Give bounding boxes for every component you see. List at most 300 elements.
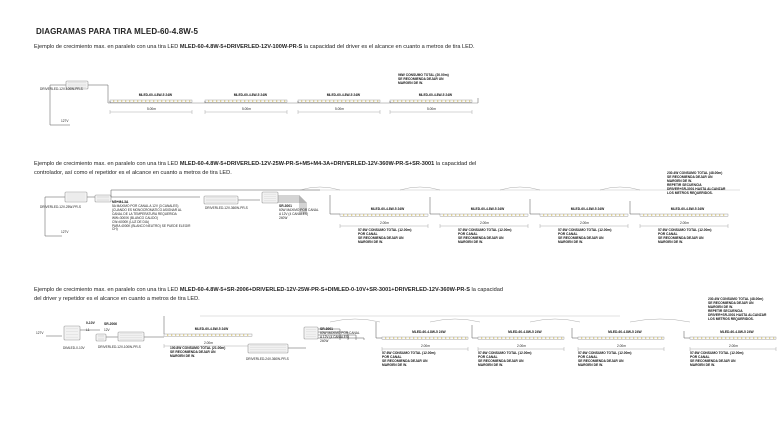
led-chip <box>543 215 544 216</box>
channel-note: POR CANAL <box>358 232 378 236</box>
channel-note: SE RECOMIENDA DEJAR UN <box>382 359 428 363</box>
led-chip <box>457 338 458 339</box>
led-chip <box>215 335 216 336</box>
channel-note: SE RECOMIENDA DEJAR UN <box>578 359 624 363</box>
sr2006-device <box>96 334 106 341</box>
led-chip <box>377 101 378 102</box>
led-chip <box>441 101 442 102</box>
led-chip <box>753 338 754 339</box>
led-chip <box>449 338 450 339</box>
cable-curve <box>400 187 440 190</box>
led-chip <box>417 338 418 339</box>
led-chip <box>284 101 285 102</box>
led-chip <box>175 335 176 336</box>
led-chip <box>511 215 512 216</box>
strip-model-label: MLED-60-4.8W-5 24W <box>418 93 453 97</box>
led-chip <box>449 101 450 102</box>
led-chip <box>459 215 460 216</box>
led-chip <box>423 215 424 216</box>
intro-text: la capacidad del driver es el alcance en cuanto a metros de tira LED. <box>302 44 475 50</box>
led-chip <box>713 338 714 339</box>
led-chip <box>603 215 604 216</box>
driver2-label: DRIVERLED-24V-360W-PR-S <box>246 357 289 361</box>
led-chip <box>745 338 746 339</box>
led-chip <box>333 101 334 102</box>
led-chip <box>203 335 204 336</box>
led-chip <box>264 101 265 102</box>
led-chip <box>389 338 390 339</box>
led-chip <box>741 338 742 339</box>
led-chip <box>649 338 650 339</box>
led-chip <box>729 338 730 339</box>
led-chip <box>487 215 488 216</box>
led-chip <box>509 338 510 339</box>
channel-note: POR CANAL <box>458 232 478 236</box>
led-chip <box>453 338 454 339</box>
led-chip <box>393 338 394 339</box>
controller-label: M5+M4-3A <box>112 200 129 204</box>
led-chip <box>463 215 464 216</box>
sr2006-note: 12V <box>104 328 110 332</box>
led-chip <box>587 215 588 216</box>
led-chip <box>737 338 738 339</box>
led-chip <box>236 101 237 102</box>
led-chip <box>227 335 228 336</box>
led-chip <box>437 101 438 102</box>
led-chip <box>489 338 490 339</box>
led-chip <box>447 215 448 216</box>
led-chip <box>663 215 664 216</box>
led-chip <box>615 215 616 216</box>
led-chip <box>733 338 734 339</box>
strip-model-label: MLED-60-4.8W-5 24W <box>233 93 268 97</box>
led-chip <box>445 101 446 102</box>
channel-note: 57.6W CONSUMO TOTAL (12.00m) <box>458 228 512 232</box>
led-chip <box>183 335 184 336</box>
total-note: 230.4W CONSUMO TOTAL (48.00m) SE RECOMIENDA DEJAR UN MARGEN DE W. REPETIR SECUENCIA DRIVER+SR-3001 HASTA ALCANZAR LOS METROS REQUERIDOS. <box>708 297 767 321</box>
led-chip <box>413 338 414 339</box>
channel-note: 57.6W CONSUMO TOTAL (12.00m) <box>558 228 612 232</box>
led-chip <box>391 215 392 216</box>
led-chip <box>687 215 688 216</box>
led-chip <box>521 338 522 339</box>
controller-note: 5A MAXIMO POR CANAL A 12V (3 CANALES) (CUANDO ES MONOCROMATICO ASIGNAR AL CANAL DE LA TEMPERATURA REQUERIDA WW=3000K (BLANCO CALIDO) CW=6000K (LUZ DE DIA) PARA 4000K (BLANCO NEUTRO) SE PUEDE ELEGIR CH) <box>112 204 191 232</box>
led-chip <box>177 101 178 102</box>
led-chip <box>575 215 576 216</box>
led-chip <box>621 338 622 339</box>
led-chip <box>243 335 244 336</box>
led-chip <box>549 338 550 339</box>
led-chip <box>171 335 172 336</box>
led-chip <box>433 101 434 102</box>
intro-product-code: MLED-60-4.8W-5+SR-2006+DRIVERLED-12V-25W-PR-S+DIMLED-0-10V+SR-3001+DRIVERLED-12V-360W-PR-S <box>179 287 470 293</box>
voltage-label: 127V <box>36 331 44 335</box>
led-chip <box>409 338 410 339</box>
led-chip <box>671 215 672 216</box>
led-chip <box>379 215 380 216</box>
led-chip <box>717 338 718 339</box>
led-chip <box>505 338 506 339</box>
led-chip <box>117 101 118 102</box>
strip-length-label: 2.00m <box>617 343 626 348</box>
led-chip <box>405 338 406 339</box>
led-chip <box>355 215 356 216</box>
led-chip <box>165 101 166 102</box>
led-chip <box>401 101 402 102</box>
led-chip <box>305 101 306 102</box>
led-chip <box>711 215 712 216</box>
total-note: 230.4W CONSUMO TOTAL (48.00m) SE RECOMIENDA DEJAR UN MARGEN DE W. REPETIR SECUENCIA DRIVER+SR-3001 HASTA ALCANZAR LOS METROS REQUERIDOS. <box>667 171 726 195</box>
led-chip <box>235 335 236 336</box>
cable-curve <box>430 319 480 322</box>
led-chip <box>485 338 486 339</box>
strip-length-label: 2.00m <box>580 220 589 225</box>
led-chip <box>555 215 556 216</box>
strip-model-label: MLED-60-4.8W-5 24W <box>670 207 705 211</box>
led-chip <box>441 338 442 339</box>
strip-length-label: 2.00m <box>380 220 389 225</box>
led-chip <box>129 101 130 102</box>
led-chip <box>317 101 318 102</box>
led-chip <box>329 101 330 102</box>
led-chip <box>133 101 134 102</box>
led-chip <box>395 215 396 216</box>
led-chip <box>641 338 642 339</box>
led-chip <box>260 101 261 102</box>
total-note: 96W CONSUMO TOTAL (20.00m) SE RECOMIENDA DEJAR UN MARGEN DE W. <box>398 73 449 85</box>
strip-length-label: 2.00m <box>204 340 213 345</box>
led-chip <box>399 215 400 216</box>
led-chip <box>597 338 598 339</box>
led-chip <box>137 101 138 102</box>
led-chip <box>643 215 644 216</box>
led-chip <box>429 338 430 339</box>
led-chip <box>723 215 724 216</box>
led-chip <box>125 101 126 102</box>
cable-curve <box>500 187 540 190</box>
led-chip <box>173 101 174 102</box>
led-chip <box>361 101 362 102</box>
strip-length-label: 5.00m <box>427 106 436 111</box>
channel-note: SE RECOMIENDA DEJAR UN <box>558 236 604 240</box>
led-chip <box>645 338 646 339</box>
led-chip <box>397 101 398 102</box>
strip-model-label: MLED-60-4.8W-5 24W <box>470 207 505 211</box>
led-chip <box>228 101 229 102</box>
led-chip <box>613 338 614 339</box>
strip-model-label: MLED-60-4.8W-5 24W <box>508 330 542 334</box>
channel-note: MARGEN DE W. <box>358 240 383 244</box>
led-chip <box>553 338 554 339</box>
strip-model-label: MLED-60-4.8W-5 24W <box>570 207 605 211</box>
led-chip <box>419 215 420 216</box>
led-chip <box>425 101 426 102</box>
led-chip <box>425 338 426 339</box>
led-chip <box>409 101 410 102</box>
controller-device <box>95 195 111 202</box>
led-chip <box>467 215 468 216</box>
led-chip <box>607 215 608 216</box>
channel-note: MARGEN DE W. <box>478 363 503 367</box>
voltage-label: 127V <box>61 230 69 234</box>
intro-text: Ejemplo de crecimiento max. en paralelo con una tira LED <box>34 161 180 167</box>
led-chip <box>207 335 208 336</box>
first-run-note: 100.8W CONSUMO TOTAL (21.00m) SE RECOMIENDA DEJAR UN MARGEN DE W. <box>170 346 226 358</box>
led-chip <box>421 338 422 339</box>
channel-note: SE RECOMIENDA DEJAR UN <box>458 236 504 240</box>
led-chip <box>503 215 504 216</box>
led-chip <box>220 101 221 102</box>
led-chip <box>491 215 492 216</box>
channel-note: SE RECOMIENDA DEJAR UN <box>690 359 736 363</box>
led-chip <box>169 101 170 102</box>
led-chip <box>461 338 462 339</box>
led-chip <box>721 338 722 339</box>
driver-label: DRIVERLED-12V-100W-PR-S <box>40 87 83 91</box>
led-chip <box>625 338 626 339</box>
led-chip <box>248 101 249 102</box>
led-chip <box>413 101 414 102</box>
led-chip <box>276 101 277 102</box>
strip-model-label: MLED-60-4.8W-5 24W <box>720 330 754 334</box>
led-chip <box>547 215 548 216</box>
led-chip <box>337 101 338 102</box>
channel-note: POR CANAL <box>578 355 598 359</box>
cable-curve <box>600 187 640 190</box>
channel-note: POR CANAL <box>382 355 402 359</box>
led-chip <box>499 215 500 216</box>
led-chip <box>563 215 564 216</box>
led-chip <box>121 101 122 102</box>
strip-model-label: MLED-60-4.8W-5 24W <box>412 330 446 334</box>
led-chip <box>679 215 680 216</box>
led-chip <box>157 101 158 102</box>
led-chip <box>725 338 726 339</box>
channel-note: 57.6W CONSUMO TOTAL (12.00m) <box>578 351 632 355</box>
channel-note: MARGEN DE W. <box>690 363 715 367</box>
led-chip <box>167 335 168 336</box>
led-chip <box>761 338 762 339</box>
led-chip <box>591 215 592 216</box>
channel-note: POR CANAL <box>478 355 498 359</box>
channel-note: 57.6W CONSUMO TOTAL (12.00m) <box>478 351 532 355</box>
dim-output-label: 0-10V <box>86 321 95 325</box>
led-chip <box>493 338 494 339</box>
dim-l1-label: L1 <box>86 328 90 332</box>
led-chip <box>583 215 584 216</box>
led-chip <box>239 335 240 336</box>
led-chip <box>567 215 568 216</box>
channel-note: MARGEN DE W. <box>658 240 683 244</box>
led-chip <box>272 101 273 102</box>
led-chip <box>675 215 676 216</box>
channel-note: MARGEN DE W. <box>458 240 483 244</box>
led-chip <box>695 215 696 216</box>
led-chip <box>703 215 704 216</box>
led-chip <box>561 338 562 339</box>
repeater-device <box>304 327 318 339</box>
led-chip <box>595 215 596 216</box>
led-chip <box>699 215 700 216</box>
diagram-title: DIAGRAMAS PARA TIRA MLED-60-4.8W-5 <box>36 27 199 36</box>
led-chip <box>653 338 654 339</box>
led-chip <box>757 338 758 339</box>
led-chip <box>457 101 458 102</box>
cable-curve <box>300 187 340 190</box>
led-chip <box>153 101 154 102</box>
led-chip <box>223 335 224 336</box>
led-chip <box>211 335 212 336</box>
led-chip <box>461 101 462 102</box>
led-chip <box>611 215 612 216</box>
repeater-note: 60W MAXIMO POR CANAL A 12V (4 CANALES) 240W <box>320 331 360 343</box>
led-chip <box>619 215 620 216</box>
led-chip <box>537 338 538 339</box>
led-chip <box>469 101 470 102</box>
led-chip <box>403 215 404 216</box>
led-chip <box>557 338 558 339</box>
channel-note: 57.6W CONSUMO TOTAL (12.00m) <box>382 351 436 355</box>
led-chip <box>199 335 200 336</box>
led-chip <box>693 338 694 339</box>
channel-note: 57.6W CONSUMO TOTAL (12.00m) <box>658 228 712 232</box>
led-chip <box>769 338 770 339</box>
led-chip <box>216 101 217 102</box>
led-chip <box>359 215 360 216</box>
led-chip <box>145 101 146 102</box>
driver2-label: DRIVERLED-12V-360W-PR-S <box>205 206 248 210</box>
led-chip <box>617 338 618 339</box>
led-chip <box>657 338 658 339</box>
led-chip <box>161 101 162 102</box>
dimmer-label: DIMLED-0-10V <box>63 346 85 350</box>
channel-note: POR CANAL <box>690 355 710 359</box>
led-chip <box>633 338 634 339</box>
led-chip <box>369 101 370 102</box>
led-chip <box>541 338 542 339</box>
led-chip <box>240 101 241 102</box>
led-chip <box>149 101 150 102</box>
driver-label: DRIVERLED-12V-25W-PR-S <box>40 205 82 209</box>
driver-device <box>118 332 144 341</box>
led-chip <box>765 338 766 339</box>
led-chip <box>429 101 430 102</box>
channel-note: MARGEN DE W. <box>558 240 583 244</box>
led-chip <box>451 215 452 216</box>
strip-length-label: 5.00m <box>242 106 251 111</box>
led-chip <box>415 215 416 216</box>
led-chip <box>601 338 602 339</box>
led-chip <box>545 338 546 339</box>
led-chip <box>637 338 638 339</box>
led-chip <box>579 215 580 216</box>
led-chip <box>373 101 374 102</box>
channel-note: MARGEN DE W. <box>578 363 603 367</box>
led-chip <box>231 335 232 336</box>
led-chip <box>465 338 466 339</box>
led-chip <box>345 101 346 102</box>
led-chip <box>623 215 624 216</box>
strip-model-label: MLED-60-4.8W-5 24W <box>608 330 642 334</box>
led-chip <box>357 101 358 102</box>
led-chip <box>189 101 190 102</box>
led-chip <box>517 338 518 339</box>
channel-note: 57.6W CONSUMO TOTAL (12.00m) <box>358 228 412 232</box>
led-chip <box>533 338 534 339</box>
led-chip <box>715 215 716 216</box>
led-chip <box>367 215 368 216</box>
channel-note: MARGEN DE W. <box>382 363 407 367</box>
led-chip <box>471 215 472 216</box>
led-chip <box>385 338 386 339</box>
intro-text: Ejemplo de crecimiento max. en paralelo con una tira LED <box>34 287 180 293</box>
led-chip <box>301 101 302 102</box>
led-chip <box>585 338 586 339</box>
led-chip <box>349 101 350 102</box>
led-chip <box>208 101 209 102</box>
led-chip <box>705 338 706 339</box>
led-chip <box>341 101 342 102</box>
strip-model-label: MLED-60-4.8W-5 24W <box>370 207 405 211</box>
led-chip <box>252 101 253 102</box>
cable-curve <box>330 319 380 322</box>
led-chip <box>523 215 524 216</box>
led-chip <box>421 101 422 102</box>
led-chip <box>507 215 508 216</box>
led-chip <box>387 215 388 216</box>
strip-model-label: MLED-60-4.8W-5 24W <box>194 327 229 331</box>
led-chip <box>191 335 192 336</box>
led-chip <box>433 338 434 339</box>
led-chip <box>443 215 444 216</box>
led-chip <box>697 338 698 339</box>
led-chip <box>651 215 652 216</box>
led-chip <box>437 338 438 339</box>
led-chip <box>224 101 225 102</box>
led-chip <box>411 215 412 216</box>
led-chip <box>343 215 344 216</box>
led-chip <box>113 101 114 102</box>
led-chip <box>593 338 594 339</box>
led-chip <box>483 215 484 216</box>
led-chip <box>773 338 774 339</box>
led-chip <box>719 215 720 216</box>
led-chip <box>212 101 213 102</box>
led-chip <box>581 338 582 339</box>
led-chip <box>551 215 552 216</box>
led-chip <box>179 335 180 336</box>
driver-label: DRIVERLED-12V-100W-PR-S <box>98 345 141 349</box>
led-chip <box>325 101 326 102</box>
led-chip <box>513 338 514 339</box>
driver2-device <box>248 344 288 353</box>
led-chip <box>405 101 406 102</box>
led-chip <box>501 338 502 339</box>
led-chip <box>244 101 245 102</box>
strip-length-label: 2.00m <box>680 220 689 225</box>
led-chip <box>529 338 530 339</box>
strip-length-label: 2.00m <box>421 343 430 348</box>
driver-device <box>65 192 87 202</box>
led-chip <box>667 215 668 216</box>
led-chip <box>141 101 142 102</box>
channel-note: POR CANAL <box>658 232 678 236</box>
led-chip <box>417 101 418 102</box>
repeater-device <box>262 192 278 203</box>
led-chip <box>371 215 372 216</box>
strip-length-label: 5.00m <box>335 106 344 111</box>
led-chip <box>749 338 750 339</box>
